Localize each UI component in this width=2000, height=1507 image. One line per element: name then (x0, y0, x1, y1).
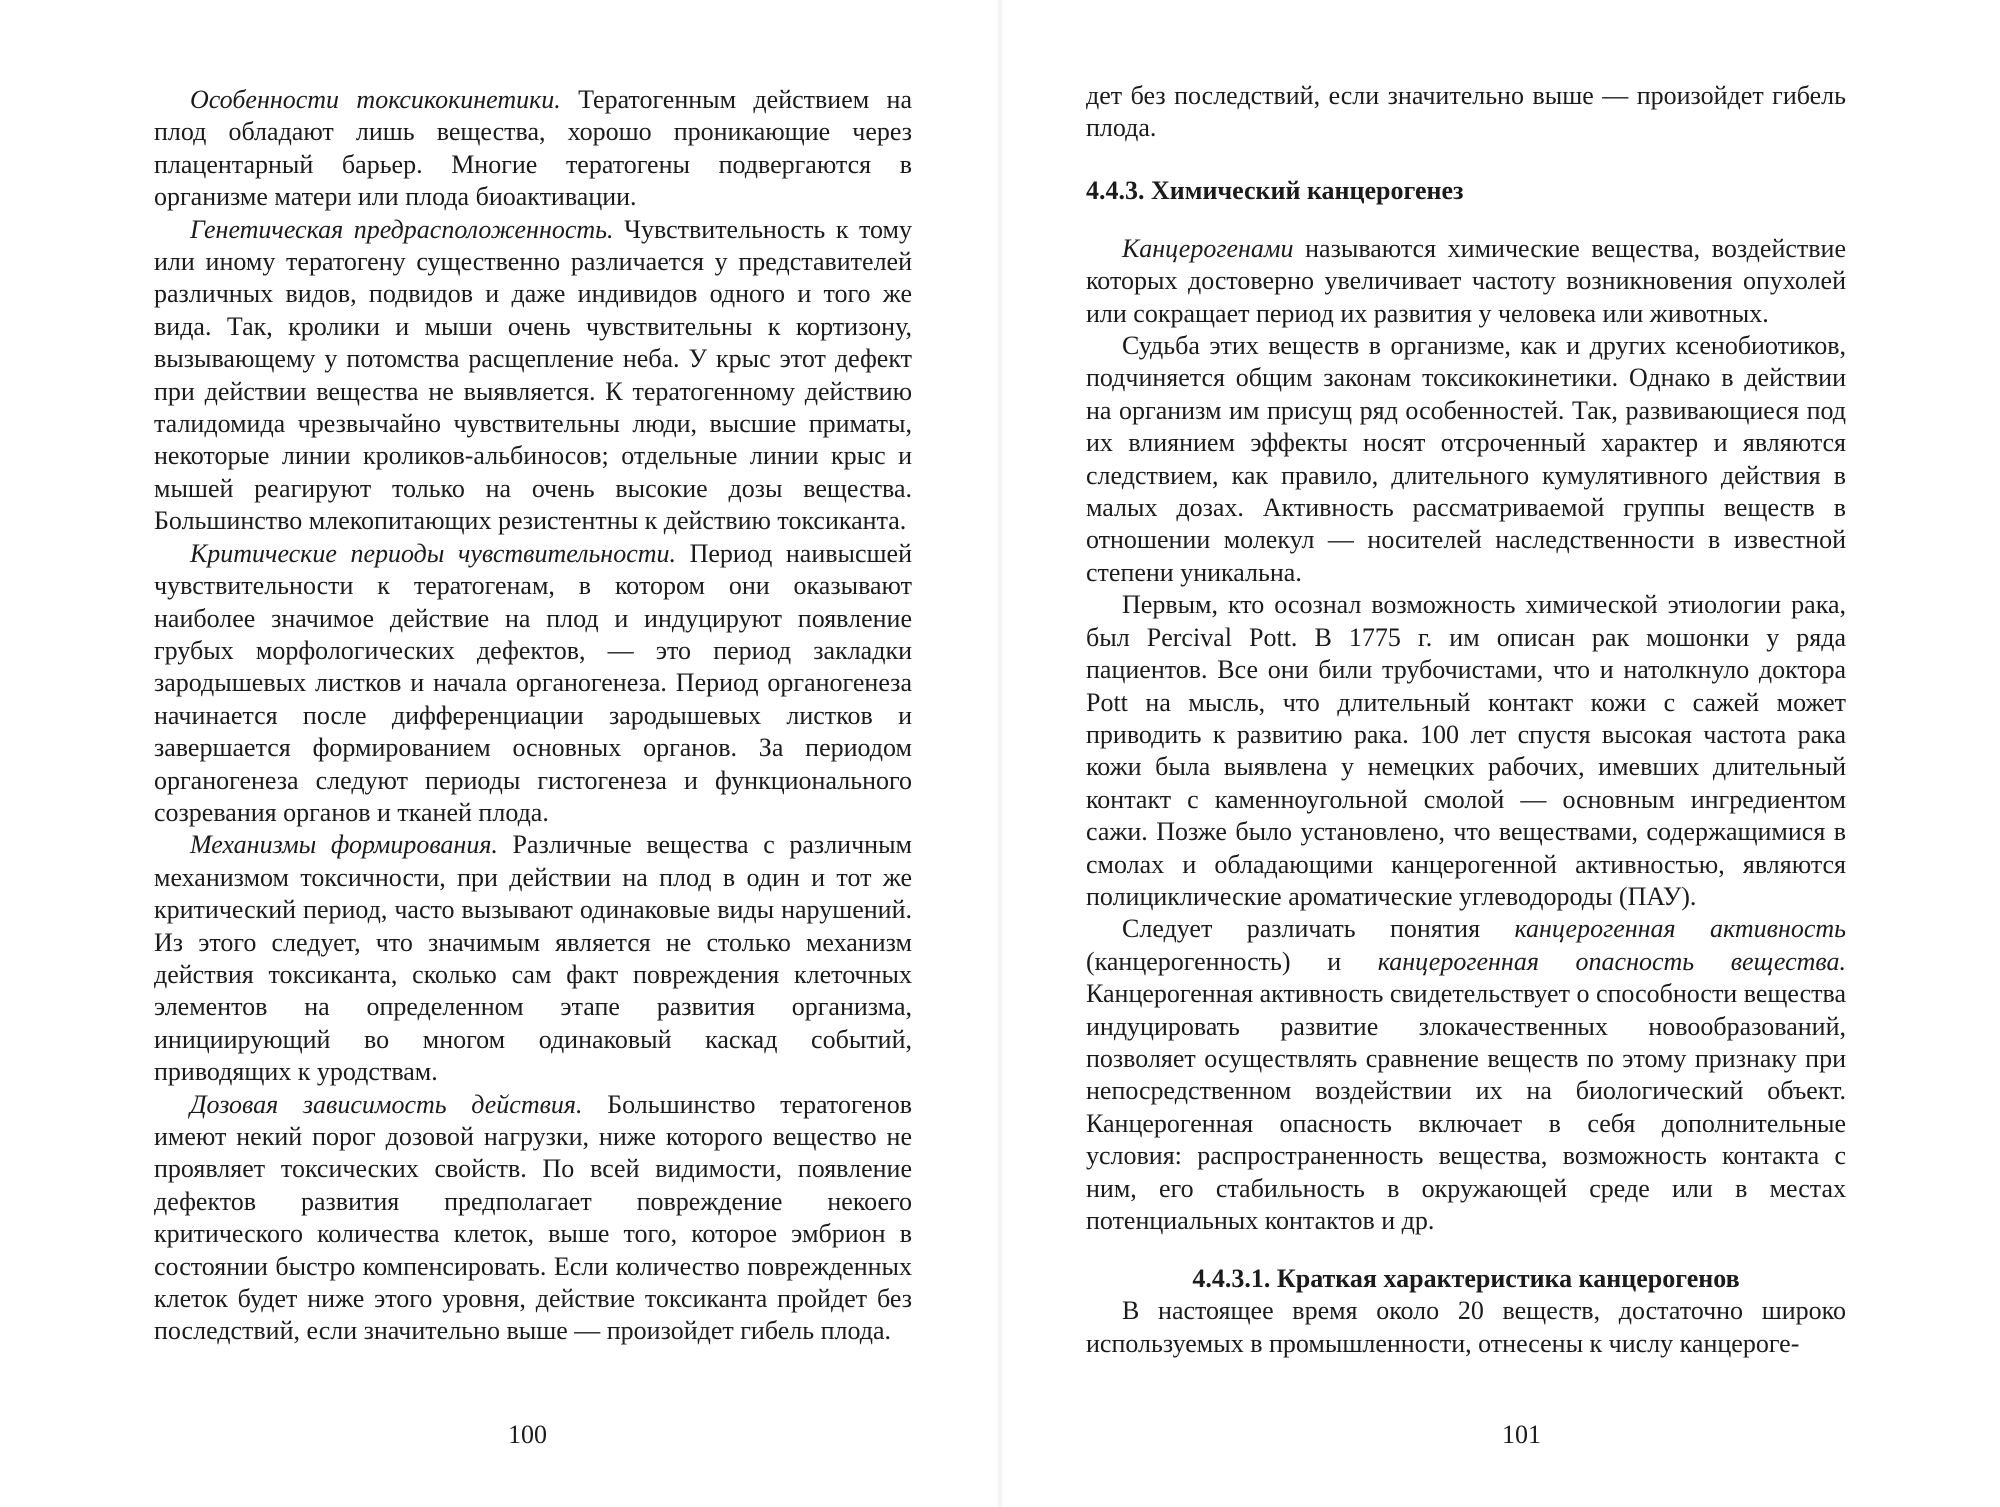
paragraph-lead: Механизмы формирования. (190, 830, 498, 860)
paragraph-genetic (154, 214, 912, 538)
emphasis-term: канцерогенная активность (1514, 914, 1846, 944)
right-text-column (1086, 80, 1846, 1360)
paragraph-lead: Критические периоды чувствительности. (190, 538, 677, 568)
text-run: (канцерогенность) и (1086, 946, 1378, 976)
paragraph-lead: Особенности токсикокинетики. (190, 85, 561, 114)
text-run: Следует различать понятия (1122, 914, 1515, 944)
paragraph-pott: Первым, кто осознал возможность химической этиологии рака, был Percival Pott. В 1775 г. им описан рак мошонки у ряда пациентов. Все они били трубочистами, что и натолкнуло доктора Pott на мысль, что длительный контакт кожи с сажей может приводить к развитию рака. 100 лет спустя высокая частота рака кожи была выявлена у немецких рабочих, имевших длительный контакт с каменноугольной смолой — основным ингредиентом сажи. Позже было установлено, что веществами, содержащимися в смолах и обладающими канцерогенной активностью, являются полициклические ароматические углеводороды (ПАУ). (1086, 590, 1846, 911)
paragraph-fate: Судьба этих веществ в организме, как и других ксенобиотиков, подчиняется общим законам токсикокинетики. Однако в действии на организм им присущ ряд особенностей. Так, развивающиеся под их влиянием эффекты носят отсроченный характер и являются следствием, как правило, длительного кумулятивного действия в малых дозах. Активность рассматриваемой группы веществ в отношении молекул — носителей наследственности в известной степени уникальна. (1086, 331, 1846, 587)
paragraph-activity-vs-danger (1086, 913, 1846, 1237)
paragraph-body: Большинство тератогенов имеют некий порог дозовой нагрузки, ниже которого вещество не проявляет токсических свойств. По всей видимости, появление дефектов развития предполагает повреждение некоего критического количества клеток, выше того, которое эмбрион в состоянии быстро компенсировать. Если количество поврежденных клеток будет ниже этого уровня, действие токсиканта пройдет без последствий, если значительно выше — произойдет гибель плода. (154, 1089, 912, 1346)
paragraph-body: Чувствительность к тому или иному тератогену существенно различается у представителей различных видов, подвидов и даже индивидов одного и того же вида. Так, кролики и мыши очень чувствительны к кортизону, вызывающему у потомства расщепление неба. У крыс этот дефект при действии вещества не выявляется. К тератогенному действию талидомида чрезвычайно чувствительны люди, высшие приматы, некоторые линии кроликов-альбиносов; отдельные линии крыс и мышей реагируют только на очень высокие дозы вещества. Большинство млекопитающих резистентны к действию токсиканта. (154, 214, 912, 536)
left-text-column (154, 84, 913, 1346)
continuation-text: дет без последствий, если значительно выше — произойдет гибель плода. (1086, 81, 1846, 143)
paragraph-lead: Канцерогенами (1122, 233, 1294, 263)
text-run: Канцерогенная активность свидетельствует о способности вещества индуцировать развитие злокачественных новообразований, позволяет осуществлять сравнение веществ по этому признаку при непосредственном воздействии их на биологический объект. Канцерогенная опасность включает в себя дополнительные условия: распространенность вещества, возможность контакта с ним, его стабильность в окружающей среде или в местах потенциальных контактов и др. (1086, 979, 1846, 1235)
paragraph-mechanisms (154, 829, 912, 1088)
paragraph-lead: Дозовая зависимость действия. (190, 1089, 583, 1119)
paragraph-dose-dependence (154, 1089, 912, 1346)
paragraph-body: Различные вещества с различным механизмом токсичности, при действии на плод в один и тот же критический период, часто вызывают одинаковые виды нарушений. Из этого следует, что значимым является не столько механизм действия токсиканта, сколько сам факт повреждения клеточных элементов на определенном этапе развития организма, инициирующий во многом одинаковый каскад событий, приводящих к уродствам. (154, 830, 912, 1087)
emphasis-term: канцерогенная опасность вещества. (1377, 946, 1846, 976)
paragraph-lead: Генетическая предрасположенность. (190, 214, 614, 244)
page-number: 101 (1502, 1420, 1541, 1449)
paragraph-critical-periods (154, 538, 912, 830)
subsection-heading: 4.4.3.1. Краткая характеристика канцерогенов (1192, 1264, 1740, 1294)
paragraph-body: Период наивысшей чувствительности к тератогенам, в котором они оказывают наиболее значимое действие на плод и индуцируют появление грубых морфологических дефектов, — это период закладки зародышевых листков и начала органогенеза. Период органогенеза начинается после дифференциации зародышевых листков и завершается формированием основных органов. За периодом органогенеза следуют периоды гистогенеза и функционального созревания органов и тканей плода. (154, 538, 913, 827)
paragraph-body: называются химические вещества, воздействие которых достоверно увеличивает частоту возникновения опухолей или сокращает период их развития у человека или животных. (1086, 233, 1846, 328)
section-heading: 4.4.3. Химический канцерогенез (1086, 175, 1464, 205)
right-page (1000, 0, 2000, 1507)
paragraph-current-carcinogens: В настоящее время около 20 веществ, достаточно широко используемых в промышленности, отнесены к числу канцероге- (1086, 1296, 1846, 1358)
page-number: 100 (508, 1420, 547, 1449)
paragraph-carcinogens-definition (1086, 233, 1846, 330)
paragraph-body: Тератогенным действием на плод обладают лишь вещества, хорошо проникающие через плацентарный барьер. Многие тератогены подвергаются в организме матери или плода биоактивации. (154, 85, 912, 212)
paragraph-toxicokinetics (154, 84, 912, 214)
